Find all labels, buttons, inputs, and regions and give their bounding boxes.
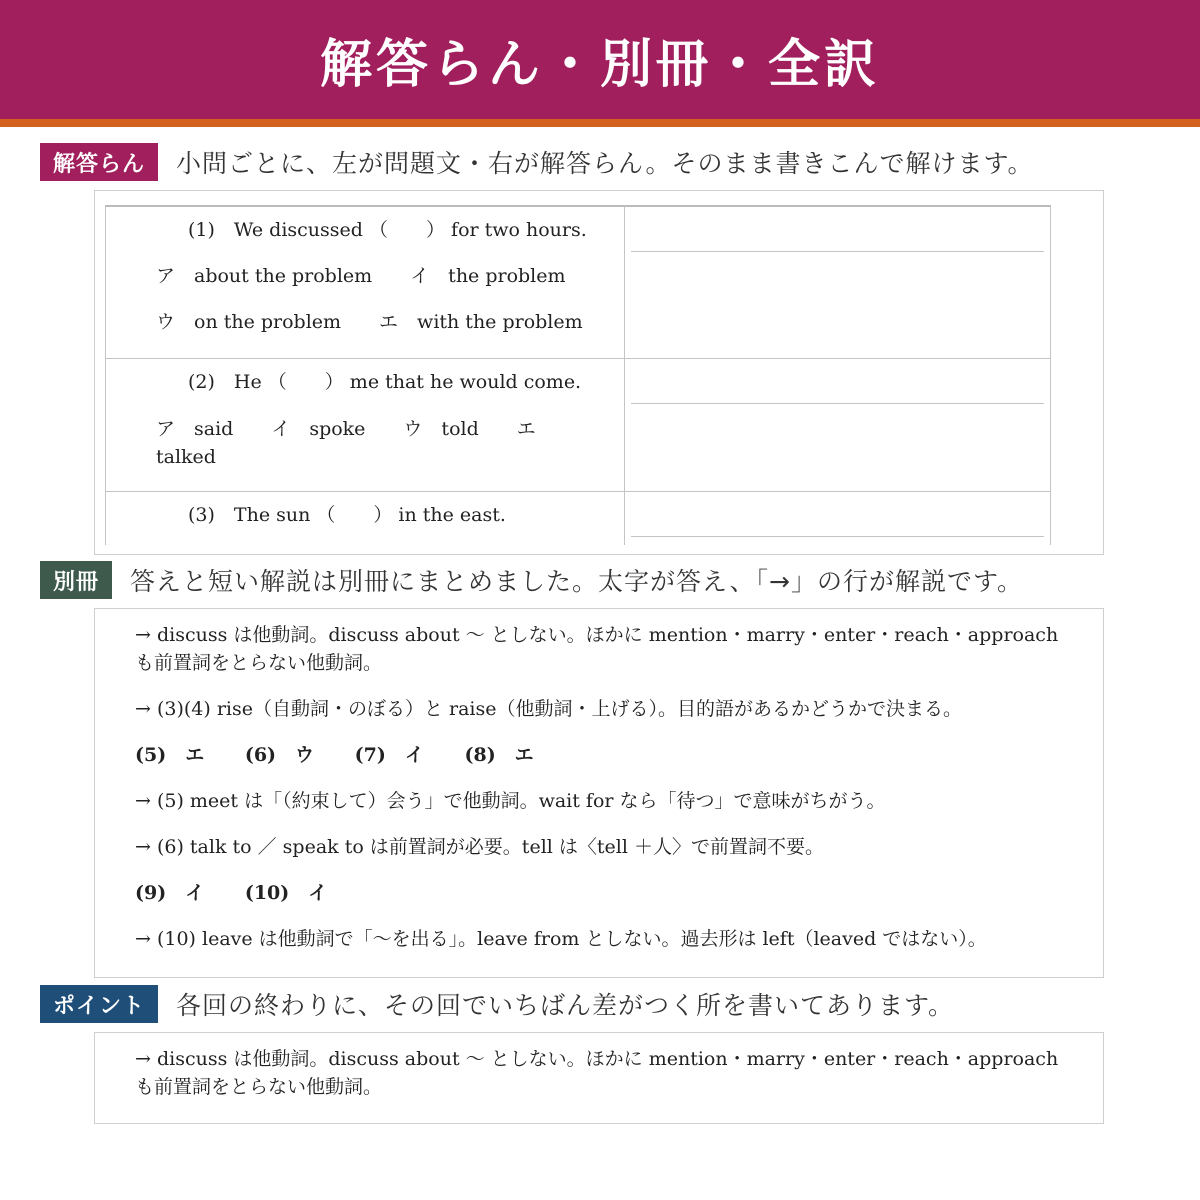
question-text-1 (105, 207, 625, 358)
answer-line (631, 403, 1044, 404)
question-text-2 (105, 359, 625, 491)
question-stem: (1) We discussed （ ） for two hours. (188, 219, 587, 241)
question-block-3 (105, 492, 1051, 545)
explanation-line: → (3)(4) rise（自動詞・のぼる）と raise（他動詞・上げる）。目的語があるかどうかで決まる。 (135, 698, 963, 720)
option-row: ア about the problem イ the problem (156, 265, 566, 287)
point-panel (94, 1032, 1104, 1124)
answer-item: (9) イ (135, 882, 205, 904)
question-stem: (3) The sun （ ） in the east. (188, 504, 506, 526)
bessatsu-description: 答えと短い解説は別冊にまとめました。太字が答え、「→」の行が解説です。 (130, 567, 1023, 596)
answer-box-3[interactable] (625, 492, 1051, 545)
answer-box-1[interactable] (625, 207, 1051, 358)
option-row: ア said イ spoke ウ told エ talked (156, 418, 555, 468)
question-block-2 (105, 359, 1051, 492)
bessatsu-tag: 別冊 (40, 561, 112, 599)
answer-row (135, 741, 1065, 769)
answer-item: (8) エ (464, 744, 534, 766)
answer-line (631, 251, 1044, 252)
answer-description: 小問ごとに、左が問題文・右が解答らん。そのまま書きこんで解けます。 (176, 149, 1034, 178)
question-block-1 (105, 207, 1051, 359)
question-stem: (2) He （ ） me that he would come. (188, 371, 582, 393)
answer-key-panel (94, 608, 1104, 978)
option-row: ウ on the problem エ with the problem (156, 311, 583, 333)
answer-item: (5) エ (135, 744, 205, 766)
point-description: 各回の終わりに、その回でいちばん差がつく所を書いてあります。 (176, 991, 955, 1020)
answer-row (135, 879, 1065, 907)
answer-sheet (105, 205, 1051, 545)
bessatsu-section-heading (40, 560, 1023, 600)
page-header (0, 0, 1200, 127)
answer-tag: 解答らん (40, 143, 158, 181)
page-title: 解答らん・別冊・全訳 (319, 35, 880, 95)
answer-item: (6) ウ (244, 744, 315, 766)
answer-section-heading (40, 142, 1034, 182)
explanation-line: → (10) leave は他動詞で「〜を出る」。leave from としない。過去形は left（leaved ではない）。 (135, 928, 987, 950)
answer-line (631, 536, 1044, 537)
answer-box-2[interactable] (625, 359, 1051, 491)
answer-item: (10) イ (244, 882, 328, 904)
answer-item: (7) イ (354, 744, 424, 766)
answer-sheet-panel (94, 190, 1104, 555)
point-section-heading (40, 984, 954, 1024)
point-text: → discuss は他動詞。discuss about 〜 としない。ほかに mention・marry・enter・reach・approach も前置詞をとらない他動詞。 (135, 1048, 1059, 1098)
point-tag: ポイント (40, 985, 158, 1023)
explanation-line: → discuss は他動詞。discuss about 〜 としない。ほかに mention・marry・enter・reach・approach も前置詞をとらない他動詞。 (135, 624, 1059, 674)
explanation-line: → (5) meet は「（約束して）会う」で他動詞。wait for なら「待つ」で意味がちがう。 (135, 790, 886, 812)
explanation-line: → (6) talk to ／ speak to は前置詞が必要。tell は〈tell ＋人〉で前置詞不要。 (135, 836, 824, 858)
question-text-3 (105, 492, 625, 545)
